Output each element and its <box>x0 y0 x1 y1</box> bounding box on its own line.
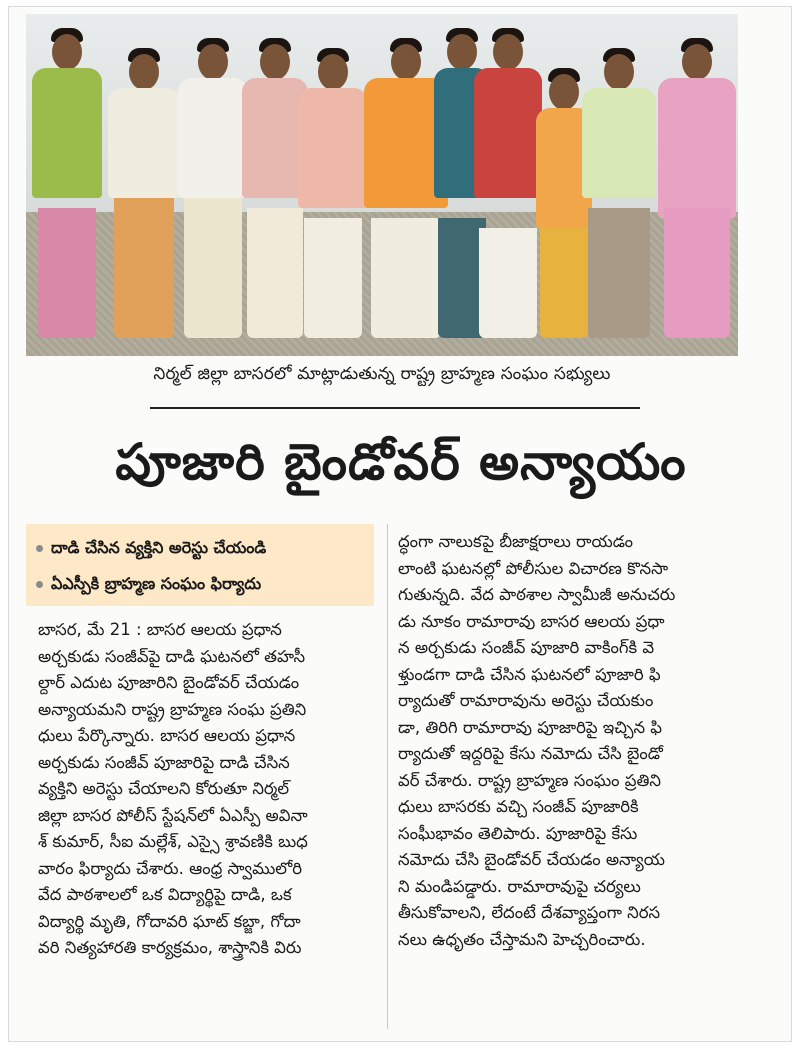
person-figure <box>474 28 542 338</box>
person-figure <box>658 38 736 338</box>
person-figure <box>108 48 180 338</box>
bullet-icon <box>36 545 43 552</box>
subhead-text: ఏఎస్పీకి బ్రాహ్మణ సంఘం ఫిర్యాదు <box>51 574 262 593</box>
body-column-left: బాసర, మే 21 : బాసర ఆలయ ప్రధాన అర్చకుడు సంజీవ్‌పై దాడి ఘటనలో తహసీ ల్దార్ ఎదుట పూజారిని బైండోవర్ చేయడం అన్యాయమని రాష్ట్ర బ్రాహ్మణ సంఘ ప్రతిని ధులు పేర్కొన్నారు. బాసర ఆలయ ప్రధాన అర్చకుడు సంజీవ్ పూజారిపై దాడి చేసిన వ్యక్తిని అరెస్టు చేయాలని కోరుతూ నిర్మల్ జిల్లా బాసర పోలీస్ స్టేషన్‌లో ఏఎస్పీ అవినా శ్ కుమార్, సీఐ మల్లేశ్, ఎస్సై శ్రావణికి బుధ వారం ఫిర్యాదు చేశారు. ఆంధ్ర స్వాములోరి వేద పాఠశాలలో ఒక విద్యార్థిపై దాడి, ఒక విద్యార్థి మృతి, గోదావరి ఘాట్ కబ్జా, గోదా వరి నిత్యహారతి కార్యక్రమం, శాస్త్రానికి విరు <box>38 620 308 957</box>
subhead-2 <box>36 574 261 597</box>
bullet-icon <box>36 581 43 588</box>
subhead-1 <box>36 538 266 561</box>
person-figure <box>32 28 102 338</box>
photo-caption: నిర్మల్ జిల్లా బాసరలో మాట్లాడుతున్న రాష్ట్ర బ్రాహ్మణ సంఘం సభ్యులు <box>153 364 611 384</box>
subheads-box <box>26 524 374 606</box>
headline: పూజారి బైండోవర్ అన్యాయం <box>115 433 687 491</box>
caption-divider <box>150 407 640 409</box>
subhead-text: దాడి చేసిన వ్యక్తిని అరెస్టు చేయండి <box>51 538 267 557</box>
column-divider <box>387 524 388 1029</box>
body-column-right: ద్ధంగా నాలుకపై బీజాక్షరాలు రాయడం లాంటి ఘటనల్లో పోలీసుల విచారణ కొనసా గుతున్నది. వేద పాఠశాల స్వామీజీ అనుచరు డు నూకం రామారావు బాసర ఆలయ ప్రధా న అర్చకుడు సంజీవ్ పూజారి వాకింగ్‌కి వె ళ్తుండగా దాడి చేసిన ఘటనలో పూజారి ఫి ర్యాదుతో రామారావును అరెస్టు చేయకుం డా, తిరిగి రామారావు పూజారిపై ఇచ్చిన ఫి ర్యాదుతో ఇద్దరిపై కేసు నమోదు చేసి బైండో వర్ చేశారు. రాష్ట్ర బ్రాహ్మణ సంఘం ప్రతిని ధులు బాసరకు వచ్చి సంజీవ్ పూజారికి సంఘీభావం తెలిపారు. పూజారిపై కేసు నమోదు చేసి బైండోవర్ చేయడం అన్యాయ ని మండిపడ్డారు. రామారావుపై చర్యలు తీసుకోవాలని, లేదంటే దేశవ్యాప్తంగా నిరస నలు ఉధృతం చేస్తామని హెచ్చరించారు. <box>398 532 676 949</box>
person-figure <box>178 38 248 338</box>
person-figure <box>582 48 656 338</box>
person-figure <box>298 48 368 338</box>
group-photo <box>26 14 738 356</box>
